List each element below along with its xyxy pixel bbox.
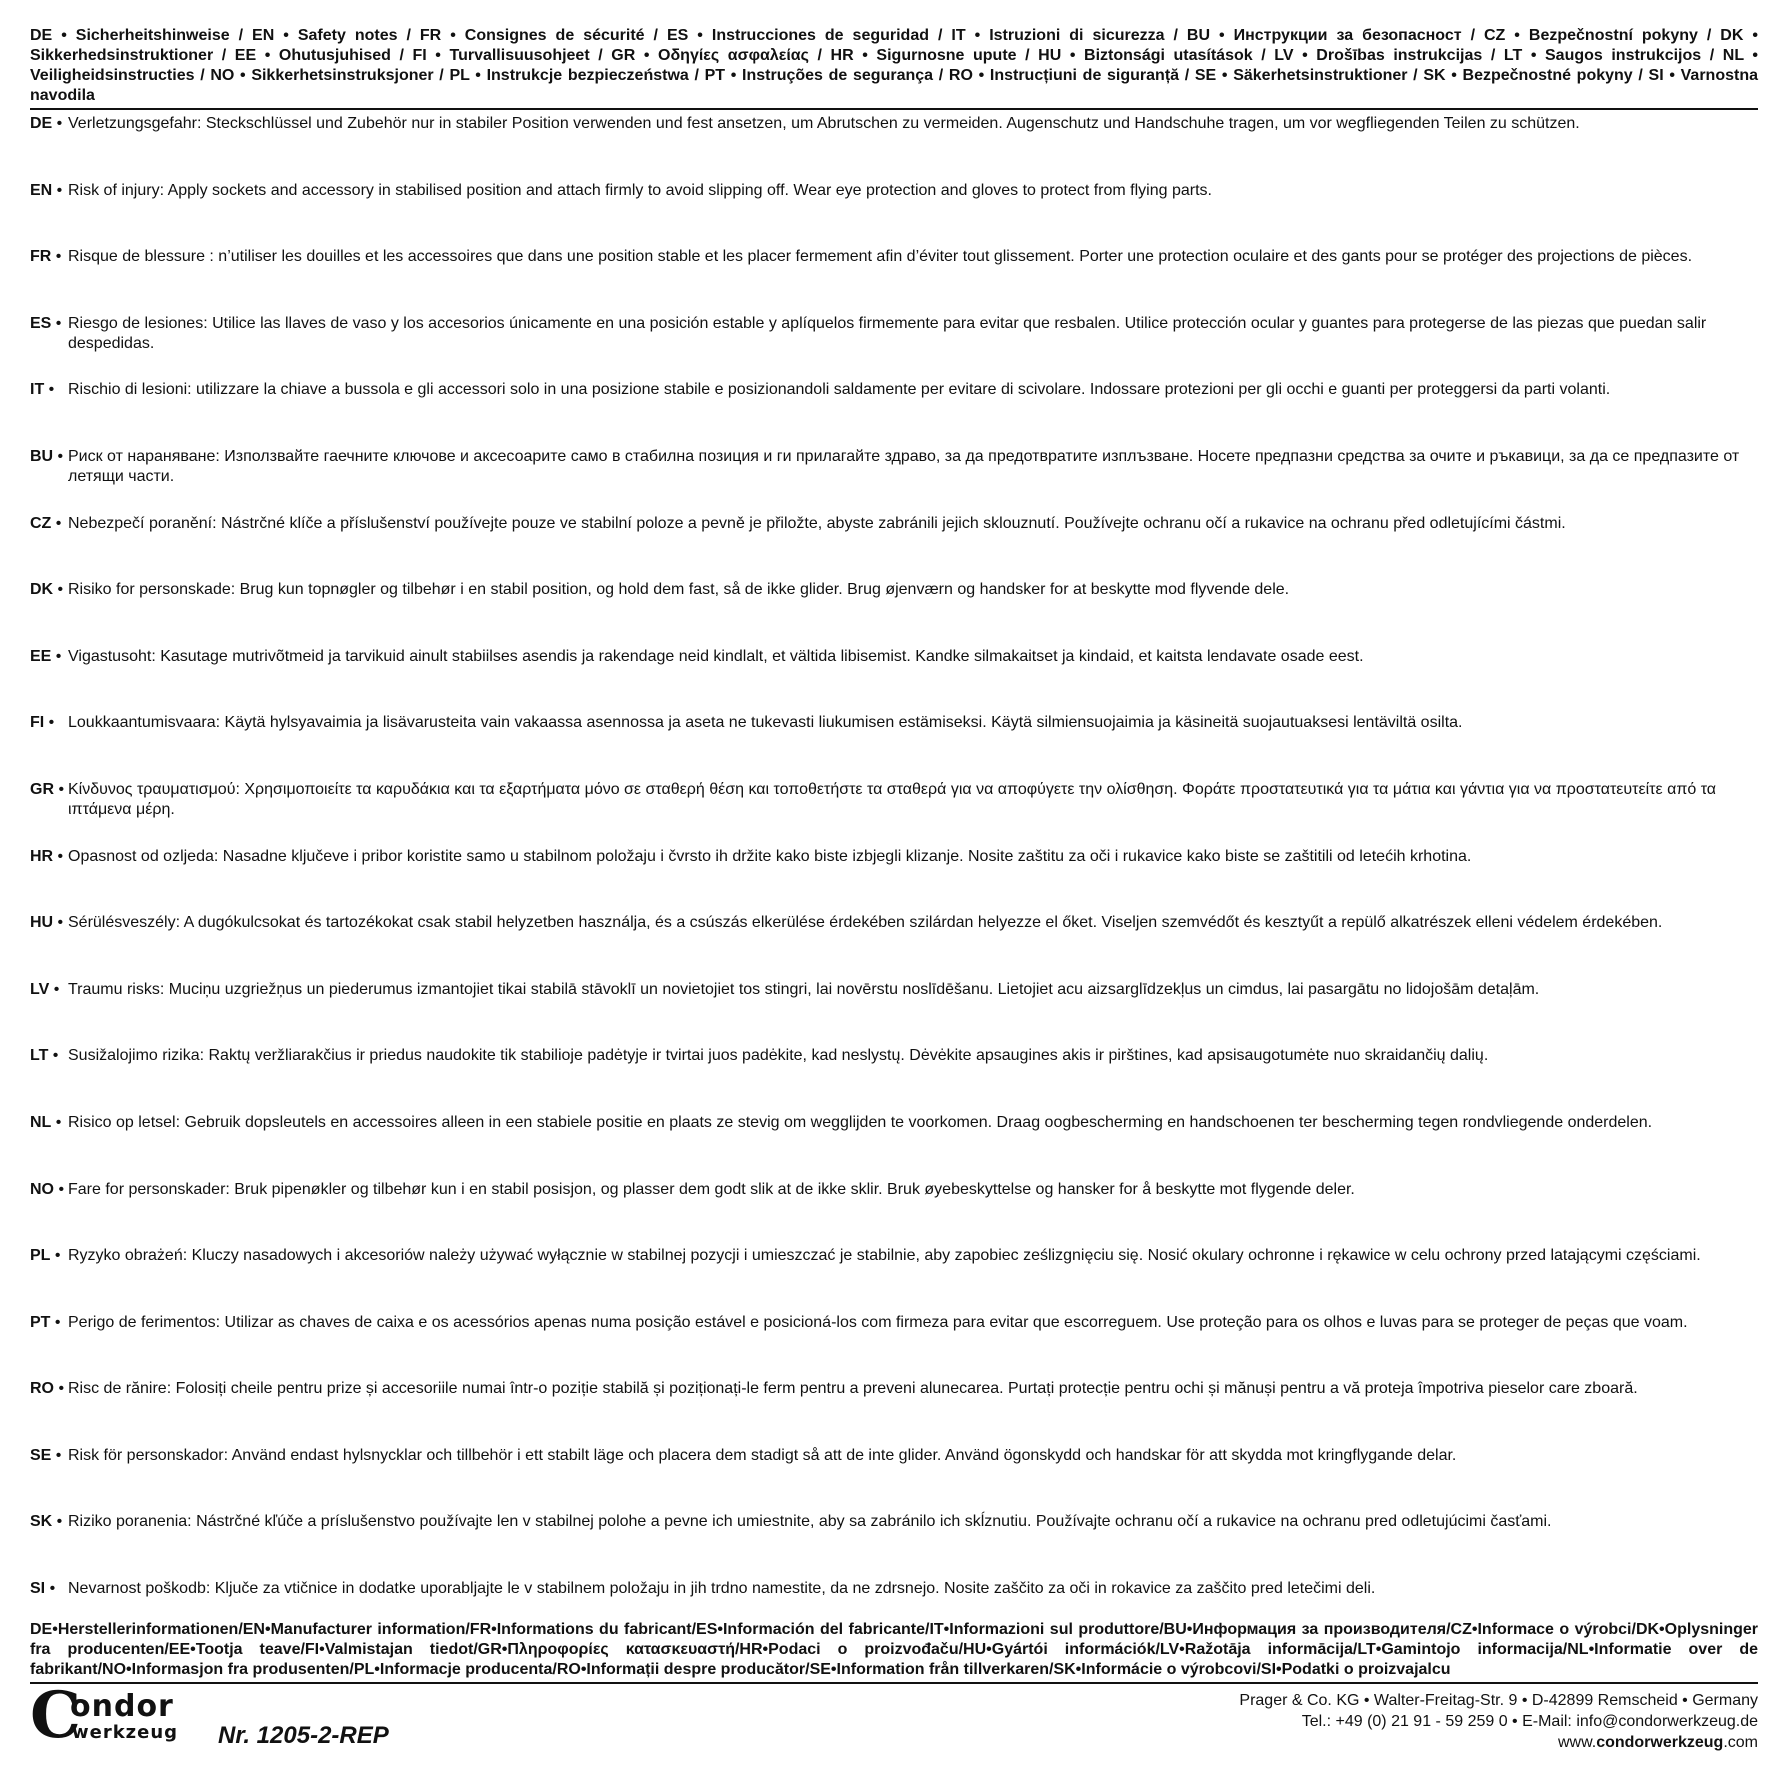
logo-bottom: werkzeug <box>72 1722 179 1743</box>
language-code: CZ • <box>30 514 62 532</box>
note-text: Ryzyko obrażeń: Kluczy nasadowych i akcesoriów należy używać wyłącznie w stabilnej pozycji i umieszczać je stabilnie, aby zapobiec ześlizgnięciu się. Nosić okulary ochronne i rękawice w celu ochrony przed latającymi częściami. <box>68 1247 1701 1265</box>
safety-note-fr <box>30 247 1758 314</box>
language-code-label: HR <box>30 847 54 865</box>
language-code: PL • <box>30 1247 61 1265</box>
note-text: Vigastusoht: Kasutage mutrivõtmeid ja tarvikuid ainult stabiilses asendis ja rakendage neid kindlalt, et vältida libisemist. Kandke silmakaitset ja kindaid, et kaitsta lendavate osade eest. <box>68 647 1364 665</box>
note-text: Loukkaantumisvaara: Käytä hylsyavaimia ja lisävarusteita vain vakaassa asennossa ja aseta ne tukevasti liukumisen estämiseksi. Käytä silmiensuojaimia ja käsineitä suojautuaksesi lentäviltä osilta. <box>68 714 1463 732</box>
safety-note-ee <box>30 647 1758 714</box>
safety-notes-list <box>30 114 1758 1646</box>
language-code-label: SK <box>30 1513 53 1531</box>
language-code: BU • <box>30 447 64 465</box>
note-text: Riziko poranenia: Nástrčné kľúče a príslušenstvo používajte len v stabilnej polohe a pevne ich umiestnite, aby sa zabránilo ich skĺznutiu. Používajte ochranu očí a rukavice na ochranu pred odletujúcimi časťami. <box>68 1513 1552 1531</box>
language-code: HR • <box>30 847 64 865</box>
manufacturer-address <box>1239 1690 1758 1753</box>
language-code-label: NL <box>30 1113 52 1131</box>
note-text: Risk of injury: Apply sockets and accessory in stabilised position and attach firmly to avoid slipping off. Wear eye protection and gloves to protect from flying parts. <box>68 181 1212 199</box>
note-text: Sérülésveszély: A dugókulcsokat és tartozékokat csak stabil helyzetben használja, és a csúszás elkerülése érdekében szilárdan helyezze el őket. Viseljen szemvédőt és kesztyűt a repülő alkatrészek elleni védelem érdekében. <box>68 914 1663 932</box>
contact-line: Tel.: +49 (0) 21 91 - 59 259 0 • E-Mail: info@condorwerkzeug.de <box>1301 1713 1758 1730</box>
safety-note-lv <box>30 980 1758 1047</box>
language-code: RO • <box>30 1380 65 1398</box>
condor-logo <box>30 1678 200 1753</box>
web-bold: condorwerkzeug <box>1596 1734 1724 1751</box>
language-code-label: ES <box>30 314 52 332</box>
safety-heading: DE • Sicherheitshinweise / EN • Safety notes / FR • Consignes de sécurité / ES • Instrucciones de seguridad / IT • Istruzioni di sicurezza / BU • Инструкции за безопасност / CZ • Bezpečnostní pokyny / DK • Sikkerhedsinstruktioner / EE • Ohutusjuhised / FI • Turvallisuusohjeet / GR • Οδηγίες ασφαλείας / HR • Sigurnosne upute / HU • Biztonsági utasítások / LV • Drošības instrukcijas / LT • Saugos instrukcijos / NL • Veiligheidsinstructies / NO • Sikkerhetsinstruksjoner / PL • Instrukcje bezpieczeństwa / PT • Instruções de segurança / RO • Instrucțiuni de siguranță / SE • Säkerhetsinstruktioner / SK • Bezpečnostné pokyny / SI • Varnostna navodila <box>30 26 1758 110</box>
note-text: Риск от нараняване: Използвайте гаечните ключове и аксесоарите само в стабилна позиция и ги прилагайте здраво, за да предотвратите изплъзване. Носете предпазни средства за очите и ръкавици, за да се предпазите от летящи части. <box>68 447 1740 485</box>
manufacturer-heading: DE•Herstellerinformationen/EN•Manufacturer information/FR•Informations du fabricant/ES•Información del fabricante/IT•Informazioni sul produttore/BU•Информация за производителя/CZ•Informace o výrobci/DK•Oplysninger fra producenten/EE•Tootja teave/FI•Valmistajan tiedot/GR•Πληροφορίες κατασκευαστή/HR•Podaci o proizvođaču/HU•Gyártói információk/LV•Ražotāja informācija/LT•Gamintojo informacija/NL•Informatie over de fabrikant/NO•Informasjon fra produsenten/PL•Informacje producenta/RO•Informații despre producător/SE•Information från tillverkaren/SK•Informácie o výrobcovi/SI•Podatki o proizvajalcu <box>30 1620 1758 1684</box>
footer <box>30 1678 1758 1760</box>
language-code-label: NO <box>30 1180 54 1198</box>
note-text: Opasnost od ozljeda: Nasadne ključeve i pribor koristite samo u stabilnom položaju i čvrsto ih držite kako biste izbjegli klizanje. Nosite zaštitu za oči i rukavice kako biste se zaštitili od letećih krhotina. <box>68 847 1472 865</box>
language-code: PT • <box>30 1313 61 1331</box>
language-code-label: LV <box>30 980 50 998</box>
website[interactable] <box>1239 1732 1758 1753</box>
note-text: Risico op letsel: Gebruik dopsleutels en accessoires alleen in een stabiele positie en plaats ze stevig om wegglijden te voorkomen. Draag oogbescherming en handschoenen ter bescherming tegen rondvliegende onderdelen. <box>68 1113 1653 1131</box>
language-code-label: CZ <box>30 514 52 532</box>
logo-initial: C <box>30 1678 81 1753</box>
note-text: Risc de rănire: Folosiți cheile pentru prize și accesoriile numai într-o poziție stabilă și poziționați-le ferm pentru a preveni alunecarea. Purtați protecție pentru ochi și mănuși pentru a vă proteja împotriva pieselor care zboară. <box>68 1380 1638 1398</box>
safety-note-bu <box>30 447 1758 514</box>
language-code: SI • <box>30 1580 56 1598</box>
language-code: LT • <box>30 1047 59 1065</box>
language-code: GR • <box>30 780 65 798</box>
note-text: Rischio di lesioni: utilizzare la chiave a bussola e gli accessori solo in una posizione stabile e posizionandoli saldamente per evitare di scivolare. Indossare protezioni per gli occhi e guanti per proteggersi da parti volanti. <box>68 381 1611 399</box>
language-code: HU • <box>30 914 64 932</box>
language-code-label: FR <box>30 248 52 266</box>
language-code-label: FI <box>30 714 45 732</box>
language-code: EE • <box>30 647 62 665</box>
web-suffix: .com <box>1723 1734 1758 1751</box>
note-text: Riesgo de lesiones: Utilice las llaves de vaso y los accesorios únicamente en una posición estable y aplíquelos firmemente para evitar que resbalen. Utilice protección ocular y guantes para protegerse de las piezas que puedan salir despedidas. <box>68 314 1707 352</box>
language-code-label: PL <box>30 1247 51 1265</box>
language-code-label: DE <box>30 115 53 132</box>
safety-note-sk <box>30 1512 1758 1579</box>
note-text: Κίνδυνος τραυματισμού: Χρησιμοποιείτε τα καρυδάκια και τα εξαρτήματα μόνο σε σταθερή θέση και τοποθετήστε τα σταθερά για να αποφύγετε την ολίσθηση. Φοράτε προστατευτικά για τα μάτια και γάντια για να προστατευτείτε από τα ιπτάμενα μέρη. <box>68 780 1717 818</box>
logo-top: ondor <box>70 1689 174 1724</box>
language-code-label: HU <box>30 914 54 932</box>
language-code-label: PT <box>30 1313 51 1331</box>
language-code: ES • <box>30 314 62 332</box>
address-line: Prager & Co. KG • Walter-Freitag-Str. 9 • D-42899 Remscheid • Germany <box>1239 1692 1758 1709</box>
language-code-label: IT <box>30 381 45 399</box>
language-code: EN • <box>30 181 63 199</box>
article-number: Nr. 1205-2-REP <box>218 1722 389 1749</box>
note-text: Traumu risks: Muciņu uzgriežņus un piederumus izmantojiet tikai stabilā stāvoklī un novietojiet tos stingri, lai novērstu noslīdēšanu. Lietojiet acu aizsarglīdzekļus un cimdus, lai pasargātu no lidojošām detaļām. <box>68 980 1540 998</box>
language-code: NL • <box>30 1113 62 1131</box>
language-code-label: DK <box>30 581 54 599</box>
language-code-label: EE <box>30 647 52 665</box>
safety-note-hu <box>30 913 1758 980</box>
language-code-label: BU <box>30 447 54 465</box>
safety-note-lt <box>30 1046 1758 1113</box>
web-prefix: www. <box>1557 1734 1597 1751</box>
note-text: Verletzungsgefahr: Steckschlüssel und Zubehör nur in stabiler Position verwenden und fest ansetzen, um Abrutschen zu vermeiden. Augenschutz und Handschuhe tragen, um vor wegfliegenden Teilen zu schützen. <box>68 115 1580 132</box>
language-code: LV • <box>30 980 60 998</box>
language-code: FR • <box>30 248 62 266</box>
language-code-label: GR <box>30 780 54 798</box>
language-code: DE • <box>30 115 63 132</box>
note-text: Nevarnost poškodb: Ključe za vtičnice in dodatke uporabljajte le v stabilnem položaju in jih trdno namestite, da ne zdrsnejo. Nosite zaščito za oči in rokavice za zaščito pred letečimi deli. <box>68 1580 1376 1598</box>
language-code-label: SI <box>30 1580 46 1598</box>
language-code: DK • <box>30 581 64 599</box>
note-text: Perigo de ferimentos: Utilizar as chaves de caixa e os acessórios apenas numa posição estável e posicioná-los com firmeza para evitar que escorreguem. Use proteção para os olhos e luvas para se proteger de peças que voam. <box>68 1313 1688 1331</box>
safety-note-cz <box>30 514 1758 581</box>
safety-note-gr <box>30 780 1758 847</box>
language-code-label: LT <box>30 1047 49 1065</box>
safety-note-it <box>30 380 1758 447</box>
safety-note-no <box>30 1180 1758 1247</box>
note-text: Fare for personskader: Bruk pipenøkler og tilbehør kun i en stabil posisjon, og plasser dem godt slik at de ikke sklir. Bruk øyebeskyttelse og hansker for å beskytte mot flygende deler. <box>68 1180 1355 1198</box>
safety-note-pl <box>30 1246 1758 1313</box>
language-code: IT • <box>30 381 55 399</box>
safety-note-es <box>30 314 1758 381</box>
safety-note-pt <box>30 1313 1758 1380</box>
safety-note-se <box>30 1446 1758 1513</box>
safety-note-dk <box>30 580 1758 647</box>
safety-note-hr <box>30 847 1758 914</box>
safety-note-ro <box>30 1379 1758 1446</box>
safety-sheet <box>30 26 1758 1646</box>
note-text: Susižalojimo rizika: Raktų veržliarakčius ir priedus naudokite tik stabilioje padėtyje ir tvirtai juos padėkite, kad neslystų. Dėvėkite apsaugines akis ir pirštines, kad apsisaugotumėte nuo skraidančių dalių. <box>68 1047 1489 1065</box>
note-text: Nebezpečí poranění: Nástrčné klíče a příslušenství používejte pouze ve stabilní poloze a pevně je přiložte, abyste zabránili jejich sklouznutí. Používejte ochranu očí a rukavice na ochranu před odletujícími částmi. <box>68 514 1566 532</box>
language-code-label: EN <box>30 181 53 199</box>
language-code-label: RO <box>30 1380 54 1398</box>
language-code: SE • <box>30 1446 62 1464</box>
safety-note-de <box>30 114 1758 181</box>
language-code: NO • <box>30 1180 65 1198</box>
note-text: Risiko for personskade: Brug kun topnøgler og tilbehør i en stabil position, og hold dem fast, så de ikke glider. Brug øjenværn og handsker for at beskytte mod flyvende dele. <box>68 581 1290 599</box>
language-code-label: SE <box>30 1446 52 1464</box>
note-text: Risque de blessure : n’utiliser les douilles et les accessoires que dans une position stable et les placer fermement afin d’éviter tout glissement. Porter une protection oculaire et des gants pour se protéger des projections de pièces. <box>68 248 1693 266</box>
safety-note-en <box>30 181 1758 248</box>
safety-note-fi <box>30 713 1758 780</box>
safety-note-nl <box>30 1113 1758 1180</box>
note-text: Risk för personskador: Använd endast hylsnycklar och tillbehör i ett stabilt läge och placera dem stadigt så att de inte glider. Använd ögonskydd och handskar för att skydda mot kringflygande delar. <box>68 1446 1457 1464</box>
language-code: SK • <box>30 1513 63 1531</box>
language-code: FI • <box>30 714 55 732</box>
